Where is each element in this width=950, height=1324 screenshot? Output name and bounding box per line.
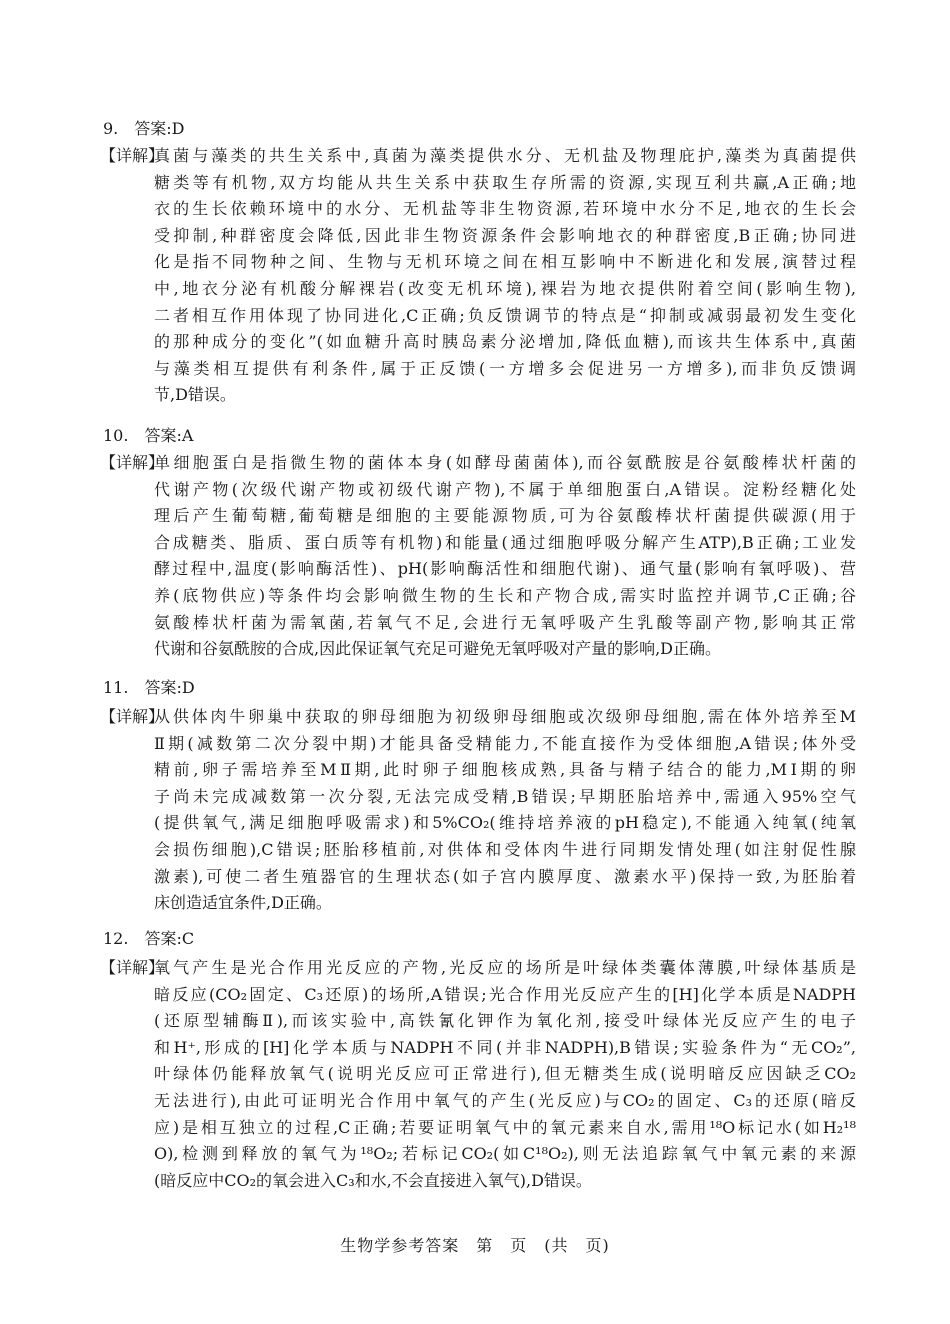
text-line: O),检测到释放的氧气为¹⁸O₂;若标记CO₂(如C¹⁸O₂),则无法追踪氧气中氧元素的来源 bbox=[154, 1144, 856, 1164]
text-line: 化是指不同物种之间、生物与无机环境之间在相互影响中不断进化和发展,演替过程 bbox=[154, 252, 856, 272]
text-line: 床创造适宜条件,D正确。 bbox=[154, 893, 332, 913]
explanation-text bbox=[154, 704, 856, 917]
text-line: 二者相互作用体现了协同进化,C正确;负反馈调节的特点是“抑制或减弱最初发生变化 bbox=[154, 305, 856, 325]
text-line: 养(底物供应)等条件均会影响微生物的生长和产物合成,需实时监控并调节,C正确;谷 bbox=[154, 585, 856, 605]
text-line: 代谢和谷氨酰胺的合成,因此保证氧气充足可避免无氧呼吸对产量的影响,D正确。 bbox=[154, 639, 722, 659]
text-line: 应)是相互独立的过程,C正确;若要证明氧气中的氧元素来自水,需用¹⁸O标记水(如H₂¹⁸ bbox=[154, 1117, 856, 1137]
text-line: 中,地衣分泌有机酸分解裸岩(改变无机环境),裸岩为地衣提供附着空间(影响生物), bbox=[154, 278, 856, 298]
text-line: 叶绿体仍能释放氧气(说明光反应可正常进行),但无糖类生成(说明暗反应因缺乏CO₂ bbox=[154, 1064, 856, 1084]
answer-label: 12. 答案:C bbox=[103, 929, 195, 948]
text-line: 精前,卵子需培养至MⅡ期,此时卵子细胞核成熟,具备与精子结合的能力,MⅠ期的卵 bbox=[154, 760, 856, 780]
explanation-text bbox=[154, 955, 856, 1194]
explanation-text bbox=[154, 450, 856, 663]
text-line: 节,D错误。 bbox=[154, 385, 236, 405]
text-line: (提供氧气,满足细胞呼吸需求)和5%CO₂(维持培养液的pH稳定),不能通入纯氧(纯氧 bbox=[154, 813, 856, 833]
text-line: 衣的生长依赖环境中的水分、无机盐等非生物资源,若环境中水分不足,地衣的生长会 bbox=[154, 199, 856, 219]
explanation-tag: 【详解】 bbox=[100, 707, 165, 726]
explanation-tag: 【详解】 bbox=[100, 453, 165, 472]
text-line: 受抑制,种群密度会降低,因此非生物资源条件会影响地衣的种群密度,B正确;协同进 bbox=[154, 225, 856, 245]
text-line: 与藻类相互提供有利条件,属于正反馈(一方增多会促进另一方增多),而非负反馈调 bbox=[154, 358, 856, 378]
explanation-text bbox=[154, 143, 856, 409]
text-line: 激素),可使二者生殖器官的生理状态(如子宫内膜厚度、激素水平)保持一致,为胚胎着 bbox=[154, 866, 856, 886]
answer-label: 10. 答案:A bbox=[103, 426, 194, 445]
explanation-tag: 【详解】 bbox=[100, 958, 165, 977]
text-line: 和H⁺,形成的[H]化学本质与NADPH不同(并非NADPH),B错误;实验条件为“无CO₂”, bbox=[154, 1037, 856, 1057]
text-line: 代谢产物(次级代谢产物或初级代谢产物),不属于单细胞蛋白,A错误。淀粉经糖化处 bbox=[154, 479, 856, 499]
text-line: 暗反应(CO₂固定、C₃还原)的场所,A错误;光合作用光反应产生的[H]化学本质是NADPH bbox=[154, 984, 856, 1004]
text-line: Ⅱ期(减数第二次分裂中期)才能具备受精能力,不能直接作为受体细胞,A错误;体外受 bbox=[154, 733, 856, 753]
text-line: 酵过程中,温度(影响酶活性)、pH(影响酶活性和细胞代谢)、通气量(影响有氧呼吸)、营 bbox=[154, 559, 856, 579]
text-line: 子尚未完成减数第一次分裂,无法完成受精,B错误;早期胚胎培养中,需通入95%空气 bbox=[154, 786, 856, 806]
text-line: 的那种成分的变化”(如血糖升高时胰岛素分泌增加,降低血糖),而该共生体系中,真菌 bbox=[154, 332, 856, 352]
page-footer: 生物学参考答案 第 页 (共 页) bbox=[340, 1236, 610, 1255]
text-line: 单细胞蛋白是指微生物的菌体本身(如酵母菌菌体),而谷氨酰胺是谷氨酸棒状杆菌的 bbox=[154, 453, 856, 472]
text-line: 合成糖类、脂质、蛋白质等有机物)和能量(通过细胞呼吸分解产生ATP),B正确;工业发 bbox=[154, 532, 856, 552]
text-line: 无法进行),由此可证明光合作用中氧气的产生(光反应)与CO₂的固定、C₃的还原(暗反 bbox=[154, 1090, 856, 1110]
text-line: 氨酸棒状杆菌为需氧菌,若氧气不足,会进行无氧呼吸产生乳酸等副产物,影响其正常 bbox=[154, 612, 856, 632]
text-line: (还原型辅酶Ⅱ),而该实验中,高铁氰化钾作为氧化剂,接受叶绿体光反应产生的电子 bbox=[154, 1011, 856, 1031]
text-line: 糖类等有机物,双方均能从共生关系中获取生存所需的资源,实现互利共赢,A正确;地 bbox=[154, 172, 856, 192]
text-line: 氧气产生是光合作用光反应的产物,光反应的场所是叶绿体类囊体薄膜,叶绿体基质是 bbox=[154, 958, 856, 977]
text-line: 真菌与藻类的共生关系中,真菌为藻类提供水分、无机盐及物理庇护,藻类为真菌提供 bbox=[154, 146, 856, 165]
text-line: 从供体肉牛卵巢中获取的卵母细胞为初级卵母细胞或次级卵母细胞,需在体外培养至M bbox=[154, 707, 856, 726]
answer-label: 11. 答案:D bbox=[103, 678, 195, 697]
text-line: 会损伤细胞),C错误;胚胎移植前,对供体和受体肉牛进行同期发情处理(如注射促性腺 bbox=[154, 839, 856, 859]
text-line: 理后产生葡萄糖,葡萄糖是细胞的主要能源物质,可为谷氨酸棒状杆菌提供碳源(用于 bbox=[154, 506, 856, 526]
explanation-tag: 【详解】 bbox=[100, 146, 165, 165]
text-line: (暗反应中CO₂的氧会进入C₃和水,不会直接进入氧气),D错误。 bbox=[154, 1170, 592, 1190]
answer-label: 9. 答案:D bbox=[103, 119, 185, 138]
